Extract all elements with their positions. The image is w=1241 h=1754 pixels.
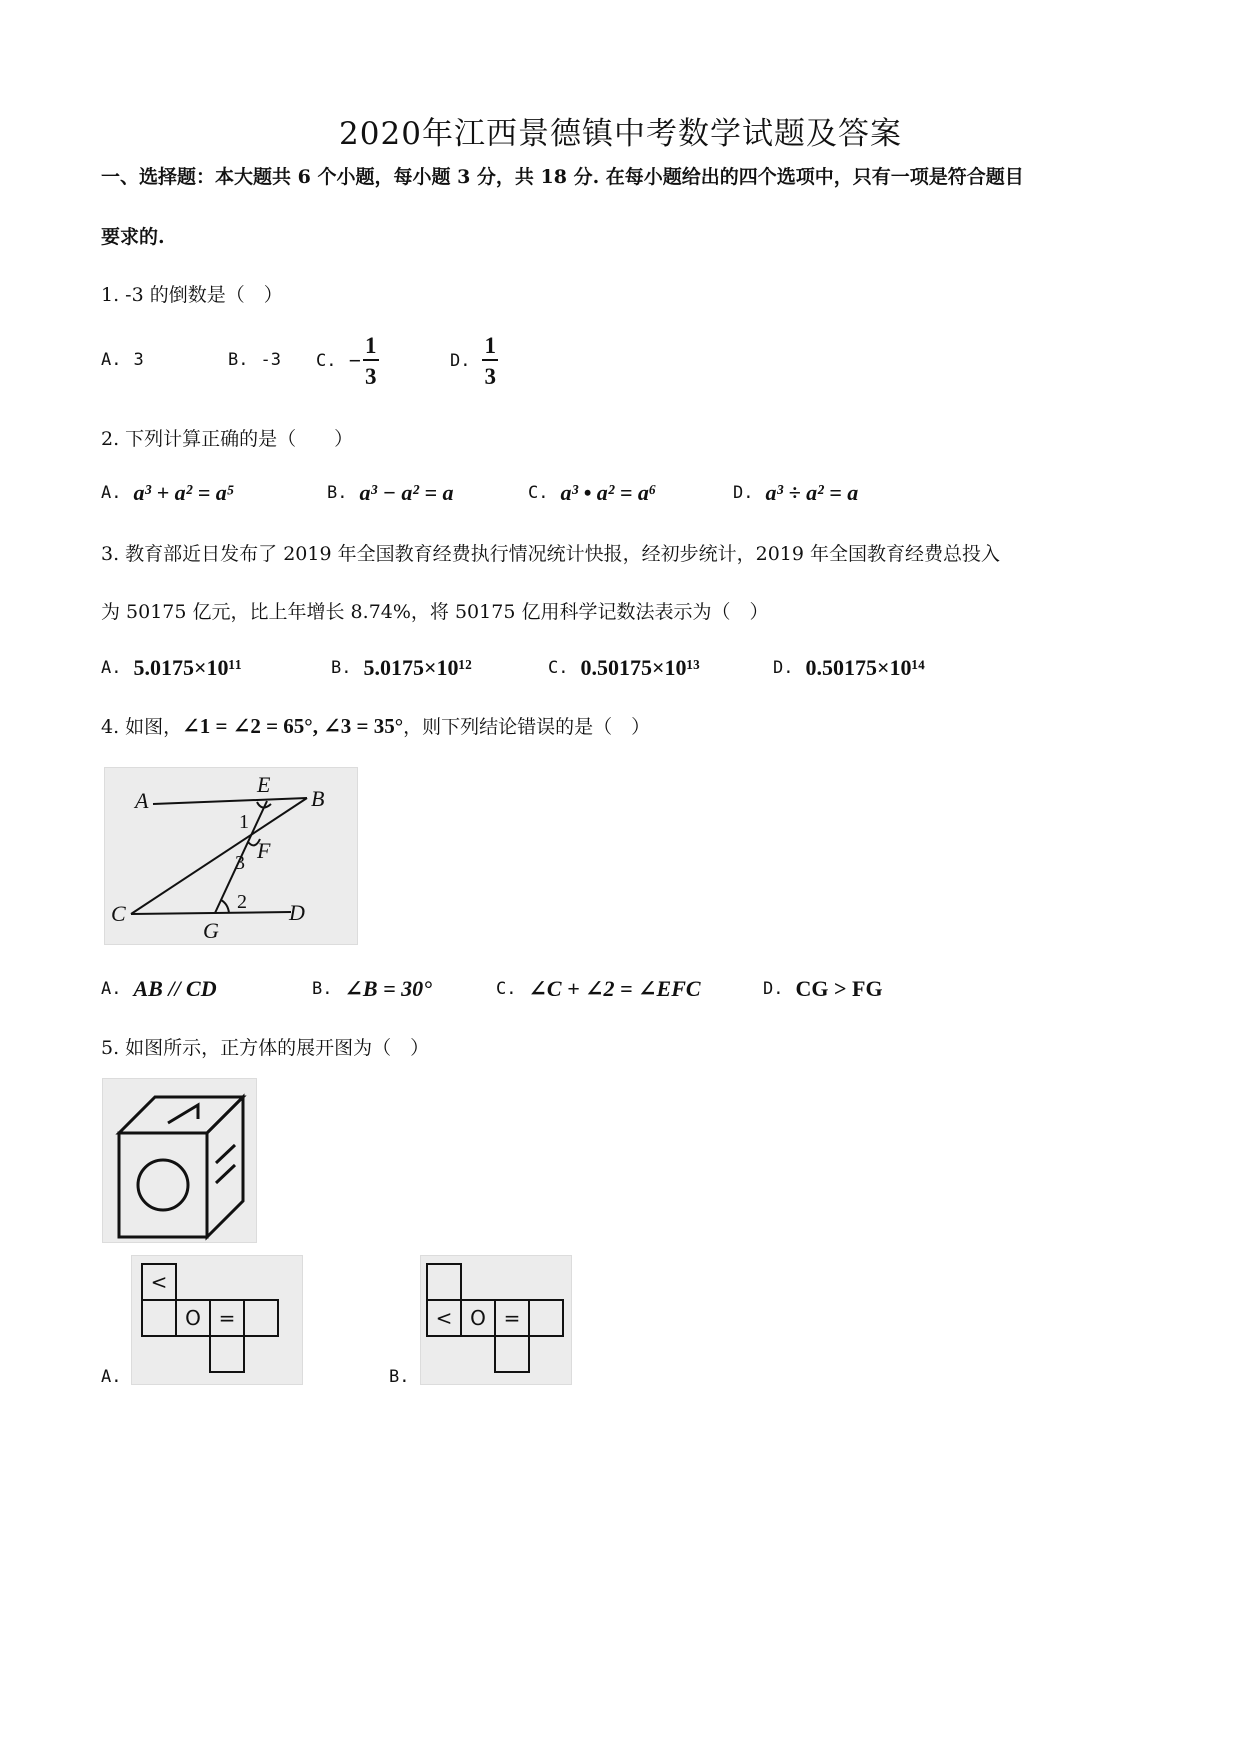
option-label: A.: [101, 483, 122, 503]
q2-option-d: [733, 480, 858, 506]
q2-option-c: [528, 480, 657, 506]
option-math: 0.50175×10¹³: [580, 655, 700, 680]
option-label: B.: [312, 979, 333, 999]
net-square: [529, 1300, 563, 1336]
cube-diagram: [103, 1079, 256, 1242]
cube-front-face: [119, 1133, 207, 1237]
net-square: [427, 1264, 461, 1300]
q1-option-c: [316, 334, 379, 388]
fraction: [482, 334, 498, 388]
option-math: CG > FG: [795, 976, 883, 1001]
option-label: B.: [327, 483, 348, 503]
q3-stem-line2: 为 50175 亿元，比上年增长 8.74%，将 50175 亿用科学记数法表示为（ ）: [101, 601, 769, 623]
net-b-figure: [420, 1255, 572, 1385]
line-cb: [131, 798, 307, 914]
net-equals-symbol: =: [218, 1306, 236, 1330]
q4-option-b: [312, 976, 432, 1002]
option-label: B.: [331, 658, 352, 678]
point-label-f: F: [257, 838, 271, 863]
net-circle-symbol: O: [185, 1306, 201, 1330]
net-arrow-symbol: <: [435, 1306, 453, 1330]
q1-option-d: [450, 334, 498, 388]
q5-option-a-label: A.: [101, 1367, 122, 1387]
option-math: ∠C + ∠2 = ∠EFC: [528, 976, 701, 1001]
option-math: a³ • a² = a⁶: [560, 480, 657, 505]
q2-stem: 2. 下列计算正确的是（ ）: [101, 428, 354, 450]
q4-figure: [104, 767, 358, 945]
q2-option-a: [101, 480, 234, 506]
net-equals-symbol: =: [503, 1306, 521, 1330]
fraction-denominator: 3: [365, 364, 377, 389]
q4-stem: [101, 712, 650, 739]
option-label: B.: [228, 350, 249, 370]
option-math: 0.50175×10¹⁴: [805, 655, 925, 680]
option-math: a³ ÷ a² = a: [765, 480, 859, 505]
cube-top-mark: [168, 1105, 198, 1123]
option-math: ∠B = 30°: [344, 976, 432, 1001]
option-label: D.: [773, 658, 794, 678]
line-cd: [131, 912, 291, 914]
q3-option-d: [773, 655, 925, 681]
point-label-d: D: [289, 900, 305, 925]
cube-net-b: [421, 1256, 571, 1384]
q3-option-c: [548, 655, 700, 681]
q5-stem: 5. 如图所示，正方体的展开图为（ ）: [101, 1037, 430, 1059]
option-label: A.: [101, 350, 122, 370]
net-arrow-symbol: <: [150, 1270, 168, 1294]
point-label-a: A: [135, 788, 149, 813]
option-label: A.: [101, 979, 122, 999]
option-label: C.: [496, 979, 517, 999]
angle-label-1: 1: [239, 811, 249, 833]
angle-label-2: 2: [237, 891, 247, 913]
section-heading-line1: 一、选择题：本大题共 6 个小题，每小题 3 分，共 18 分. 在每小题给出的四个选项中，只有一项是符合题目: [101, 166, 1024, 188]
point-label-b: B: [311, 786, 325, 811]
fraction: [363, 334, 379, 388]
q2-option-b: [327, 480, 454, 506]
angle-1-arc: [257, 802, 271, 808]
q1-option-b: [228, 350, 281, 370]
net-square: [210, 1336, 244, 1372]
section-heading-line2: 要求的.: [101, 226, 165, 248]
line-ab: [153, 798, 307, 804]
option-math: a³ − a² = a: [359, 480, 454, 505]
net-square: [142, 1300, 176, 1336]
option-label: D.: [733, 483, 754, 503]
option-value: 3: [133, 350, 144, 370]
minus-sign: −: [348, 348, 362, 373]
angle-label-3: 3: [235, 852, 245, 874]
net-circle-symbol: O: [470, 1306, 486, 1330]
point-label-g: G: [203, 918, 219, 943]
net-a-figure: [131, 1255, 303, 1385]
option-label: A.: [101, 658, 122, 678]
option-value: -3: [260, 350, 281, 370]
q4-option-a: [101, 976, 217, 1002]
point-label-e: E: [257, 772, 271, 797]
option-math: 5.0175×10¹²: [363, 655, 472, 680]
cube-figure: [102, 1078, 257, 1243]
option-math: a³ + a² = a⁵: [133, 480, 235, 505]
page-title: 2020年江西景德镇中考数学试题及答案: [339, 116, 902, 152]
net-square: [244, 1300, 278, 1336]
q4-stem-math: ∠1 = ∠2 = 65°, ∠3 = 35°: [182, 713, 404, 738]
option-math: 5.0175×10¹¹: [133, 655, 242, 680]
net-square: [495, 1336, 529, 1372]
q3-option-a: [101, 655, 242, 681]
option-label: C.: [548, 658, 569, 678]
fraction-numerator: 1: [482, 334, 498, 361]
q5-option-b-label: B.: [389, 1367, 410, 1387]
q3-option-b: [331, 655, 472, 681]
point-label-c: C: [111, 901, 126, 926]
angle-2-arc: [221, 900, 229, 913]
q4-option-d: [763, 976, 883, 1002]
q4-stem-post: ，则下列结论错误的是（ ）: [403, 716, 651, 738]
q1-option-a: [101, 350, 144, 370]
q4-option-c: [496, 976, 701, 1002]
q4-stem-pre: 4. 如图，: [101, 716, 183, 738]
cube-net-a: [132, 1256, 302, 1384]
option-label: C.: [528, 483, 549, 503]
cube-side-mark-line: [216, 1165, 235, 1183]
option-math: AB // CD: [133, 976, 217, 1001]
cube-right-face: [207, 1097, 243, 1237]
option-label: C.: [316, 351, 337, 371]
q3-stem-line1: 3. 教育部近日发布了 2019 年全国教育经费执行情况统计快报，经初步统计，2019 年全国教育经费总投入: [101, 543, 1000, 565]
cube-circle-mark: [138, 1160, 188, 1210]
fraction-denominator: 3: [484, 364, 496, 389]
cube-side-mark-line: [216, 1145, 235, 1163]
option-label: D.: [450, 351, 471, 371]
fraction-numerator: 1: [363, 334, 379, 361]
option-label: D.: [763, 979, 784, 999]
q1-stem: 1. -3 的倒数是（ ）: [101, 284, 283, 306]
parallel-lines-diagram: [105, 768, 357, 944]
